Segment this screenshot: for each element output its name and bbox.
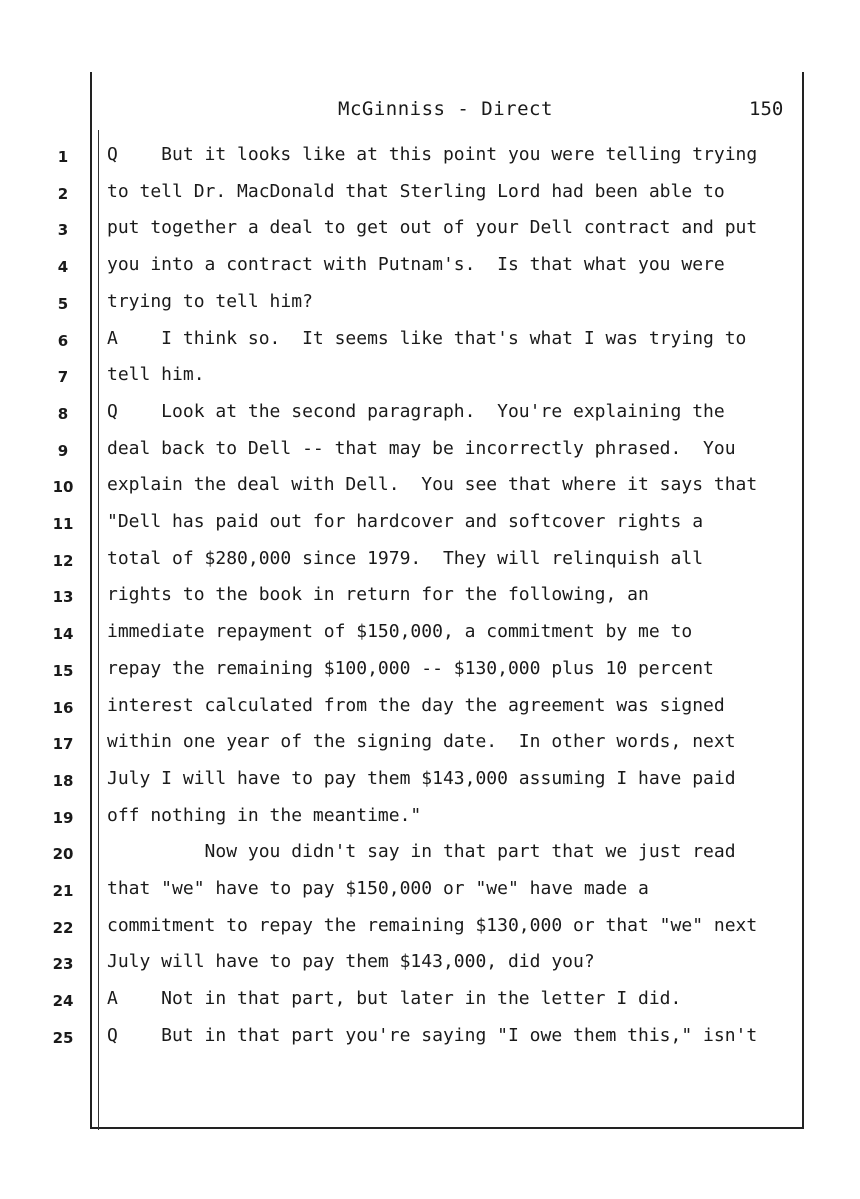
line-text: you into a contract with Putnam's. Is that what you were bbox=[107, 254, 725, 276]
line-text: Now you didn't say in that part that we just read bbox=[107, 841, 736, 863]
line-number: 22 bbox=[52, 918, 74, 937]
transcript-line bbox=[0, 213, 860, 249]
page-title: McGinniss - Direct bbox=[338, 98, 553, 120]
transcript-line bbox=[0, 727, 860, 763]
line-text: trying to tell him? bbox=[107, 290, 313, 312]
line-text: July will have to pay them $143,000, did you? bbox=[107, 951, 595, 973]
transcript-line bbox=[0, 434, 860, 470]
transcript-line bbox=[0, 654, 860, 690]
line-number: 14 bbox=[52, 625, 74, 644]
line-text: to tell Dr. MacDonald that Sterling Lord had been able to bbox=[107, 180, 725, 202]
transcript-line bbox=[0, 837, 860, 873]
line-number: 15 bbox=[52, 661, 74, 680]
line-number: 19 bbox=[52, 808, 74, 827]
line-number: 7 bbox=[57, 368, 69, 387]
transcript-line bbox=[0, 360, 860, 396]
transcript-line bbox=[0, 874, 860, 910]
line-text: Q But it looks like at this point you were telling trying bbox=[107, 144, 758, 165]
transcript-line bbox=[0, 177, 860, 213]
line-number: 11 bbox=[52, 515, 74, 533]
line-number: 18 bbox=[52, 771, 74, 790]
line-number: 6 bbox=[57, 331, 69, 350]
line-number: 2 bbox=[57, 184, 69, 203]
line-text: off nothing in the meantime." bbox=[107, 804, 422, 826]
line-text: tell him. bbox=[107, 364, 205, 386]
line-number: 20 bbox=[52, 845, 74, 864]
line-text: that "we" have to pay $150,000 or "we" have made a bbox=[107, 878, 649, 899]
line-number: 16 bbox=[52, 698, 74, 717]
transcript-line bbox=[0, 617, 860, 653]
transcript-line bbox=[0, 544, 860, 580]
line-text: immediate repayment of $150,000, a commitment by me to bbox=[107, 621, 693, 643]
transcript-line bbox=[0, 324, 860, 360]
line-text: Q Look at the second paragraph. You're explaining the bbox=[107, 400, 725, 422]
line-text: put together a deal to get out of your Dell contract and put bbox=[107, 217, 758, 239]
line-number: 17 bbox=[52, 735, 74, 754]
line-text: A I think so. It seems like that's what I was trying to bbox=[107, 327, 747, 349]
line-text: rights to the book in return for the following, an bbox=[107, 584, 649, 606]
line-text: total of $280,000 since 1979. They will relinquish all bbox=[107, 547, 704, 569]
transcript-line bbox=[0, 140, 860, 176]
line-text: commitment to repay the remaining $130,000 or that "we" next bbox=[107, 914, 758, 936]
line-text: Q But in that part you're saying "I owe them this," isn't bbox=[107, 1024, 758, 1046]
transcript-line bbox=[0, 984, 860, 1020]
line-number: 25 bbox=[52, 1028, 74, 1047]
line-text: A Not in that part, but later in the letter I did. bbox=[107, 988, 682, 1010]
line-number: 1 bbox=[57, 148, 69, 166]
transcript-line bbox=[0, 507, 860, 543]
transcript-line bbox=[0, 287, 860, 323]
page-header bbox=[0, 98, 860, 128]
line-number: 9 bbox=[57, 441, 69, 460]
transcript-line bbox=[0, 911, 860, 947]
line-number: 23 bbox=[52, 955, 74, 974]
transcript-line bbox=[0, 691, 860, 727]
line-text: deal back to Dell -- that may be incorrectly phrased. You bbox=[107, 437, 736, 459]
line-number: 10 bbox=[52, 478, 74, 497]
line-number: 3 bbox=[57, 221, 69, 240]
line-number: 4 bbox=[57, 258, 69, 277]
transcript-line bbox=[0, 801, 860, 837]
transcript-line bbox=[0, 1021, 860, 1057]
line-text: repay the remaining $100,000 -- $130,000 plus 10 percent bbox=[107, 657, 714, 679]
transcript-line bbox=[0, 580, 860, 616]
line-text: "Dell has paid out for hardcover and softcover rights a bbox=[107, 511, 704, 532]
line-number: 12 bbox=[52, 551, 74, 570]
transcript-line bbox=[0, 947, 860, 983]
transcript-line bbox=[0, 764, 860, 800]
line-number: 5 bbox=[57, 294, 69, 313]
page-number: 150 bbox=[749, 98, 784, 120]
line-number: 24 bbox=[52, 992, 74, 1011]
line-number: 8 bbox=[57, 404, 69, 423]
line-number: 21 bbox=[52, 882, 74, 900]
line-text: interest calculated from the day the agreement was signed bbox=[107, 694, 725, 716]
line-text: within one year of the signing date. In other words, next bbox=[107, 731, 736, 753]
transcript-line bbox=[0, 470, 860, 506]
transcript-line bbox=[0, 397, 860, 433]
line-number: 13 bbox=[52, 588, 74, 607]
line-text: explain the deal with Dell. You see that where it says that bbox=[107, 474, 758, 496]
transcript-line bbox=[0, 250, 860, 286]
line-text: July I will have to pay them $143,000 assuming I have paid bbox=[107, 767, 736, 789]
